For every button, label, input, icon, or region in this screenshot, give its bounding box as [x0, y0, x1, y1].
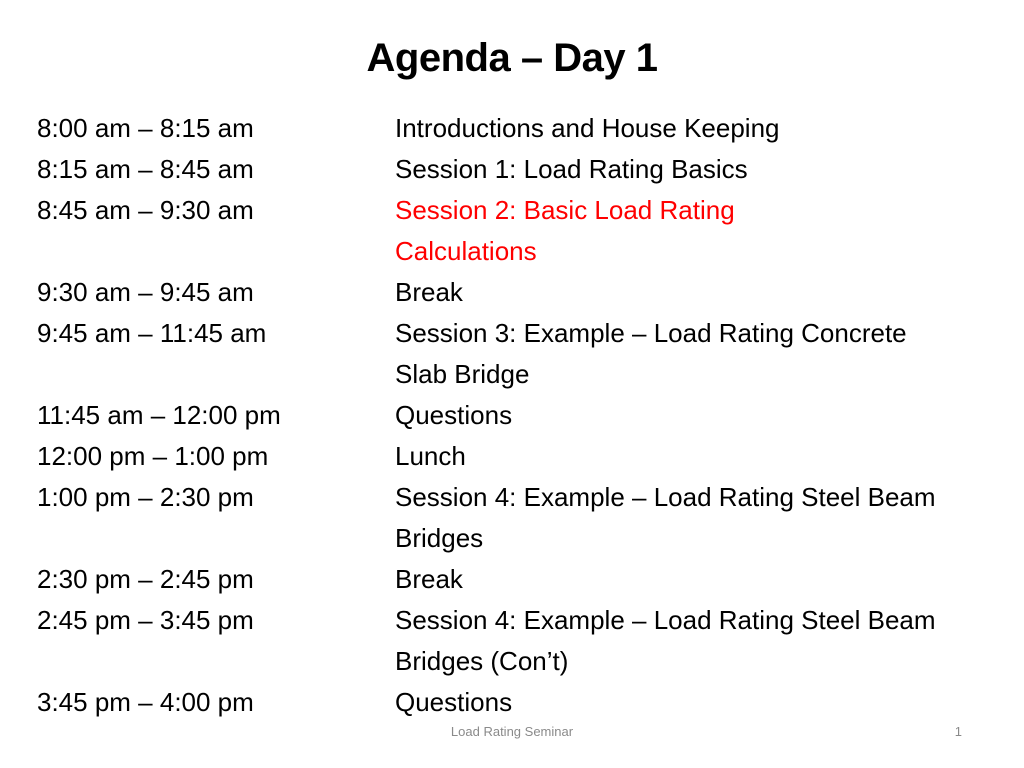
agenda-session-line: Break: [395, 277, 463, 307]
agenda-session: [395, 559, 1022, 600]
agenda-time: 12:00 pm – 1:00 pm: [37, 441, 269, 471]
agenda-row: [37, 149, 1022, 190]
agenda-session-line: Session 4: Example – Load Rating Steel Beam: [395, 605, 936, 635]
agenda-session-line: Bridges: [395, 523, 484, 553]
agenda-session-line: Break: [395, 564, 463, 594]
agenda-row: [37, 190, 1022, 272]
agenda-session-line: Questions: [395, 687, 513, 717]
agenda-time: 2:45 pm – 3:45 pm: [37, 605, 254, 635]
agenda-session: [395, 477, 1022, 559]
agenda-time: 8:00 am – 8:15 am: [37, 113, 254, 143]
agenda-session-line: Introductions and House Keeping: [395, 113, 780, 143]
agenda-session: [395, 108, 1022, 149]
slide-title: Agenda – Day 1: [366, 36, 658, 80]
agenda-time: 8:15 am – 8:45 am: [37, 154, 254, 184]
agenda-row: [37, 395, 1022, 436]
agenda-row: [37, 559, 1022, 600]
agenda-row: [37, 682, 1022, 723]
agenda-list: [37, 108, 1022, 723]
agenda-row: [37, 477, 1022, 559]
agenda-time: 1:00 pm – 2:30 pm: [37, 482, 254, 512]
agenda-session-line: Calculations: [395, 236, 537, 266]
agenda-session: [395, 682, 1022, 723]
agenda-session-line: Session 1: Load Rating Basics: [395, 154, 748, 184]
slide-page-number: 1: [954, 724, 962, 739]
agenda-time: 11:45 am – 12:00 pm: [37, 400, 281, 430]
agenda-session: [395, 313, 1022, 395]
agenda-session: [395, 395, 1022, 436]
agenda-session: [395, 600, 1022, 682]
agenda-session: [395, 436, 1022, 477]
agenda-session: [395, 149, 1022, 190]
agenda-session-line: Session 3: Example – Load Rating Concrete: [395, 318, 907, 348]
agenda-time: 3:45 pm – 4:00 pm: [37, 687, 254, 717]
agenda-row: [37, 436, 1022, 477]
agenda-row: [37, 108, 1022, 149]
slide-footer: Load Rating Seminar: [450, 724, 574, 739]
agenda-time: 2:30 pm – 2:45 pm: [37, 564, 254, 594]
agenda-session-line: Questions: [395, 400, 513, 430]
agenda-session: [395, 272, 1022, 313]
agenda-session-line: Session 4: Example – Load Rating Steel Beam: [395, 482, 936, 512]
agenda-time: 9:45 am – 11:45 am: [37, 318, 267, 348]
agenda-session-line: Session 2: Basic Load Rating: [395, 195, 735, 225]
agenda-time: 8:45 am – 9:30 am: [37, 195, 254, 225]
agenda-row: [37, 272, 1022, 313]
agenda-time: 9:30 am – 9:45 am: [37, 277, 254, 307]
agenda-session-line: Slab Bridge: [395, 359, 530, 389]
agenda-row: [37, 600, 1022, 682]
agenda-session-line: Bridges (Con’t): [395, 646, 569, 676]
agenda-row: [37, 313, 1022, 395]
agenda-session-highlighted: [395, 190, 1022, 272]
agenda-session-line: Lunch: [395, 441, 466, 471]
